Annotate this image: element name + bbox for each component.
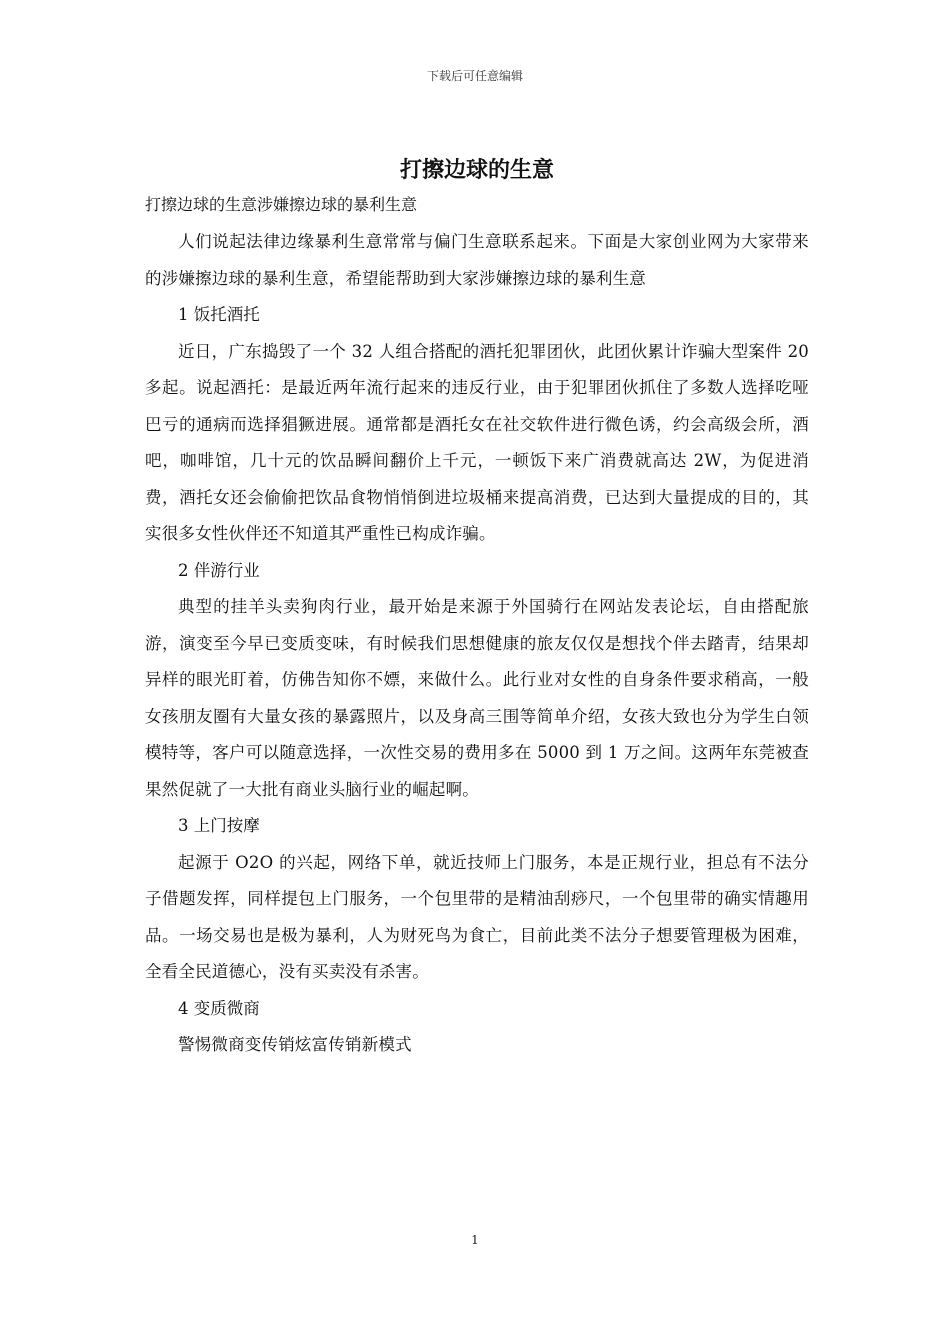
document-subtitle: 打擦边球的生意涉嫌擦边球的暴利生意 [145, 195, 418, 214]
intro-paragraph: 人们说起法律边缘暴利生意常常与偏门生意联系起来。下面是大家创业网为大家带来的涉嫌擦边球的暴利生意，希望能帮助到大家涉嫌擦边球的暴利生意 [145, 232, 809, 288]
section-body-4: 警惕微商变传销炫富传销新模式 [178, 1035, 412, 1054]
section-heading-3: 3 上门按摩 [178, 816, 260, 835]
section-body-3: 起源于 O2O 的兴起，网络下单，就近技师上门服务，本是正规行业，担总有不法分子借题发挥，同样提包上门服务，一个包里带的是精油刮痧尺，一个包里带的确实情趣用品。一场交易也是极为暴利，人为财死鸟为食亡，目前此类不法分子想要管理极为困难，全看全民道德心，没有买卖没有杀害。 [145, 852, 809, 981]
header-note: 下载后可任意编辑 [426, 69, 523, 83]
page-number: 1 [471, 1233, 479, 1247]
section-body-2: 典型的挂羊头卖狗肉行业，最开始是来源于外国骑行在网站发表论坛，自由搭配旅游，演变至今早已变质变味，有时候我们思想健康的旅友仅仅是想找个伴去踏青，结果却异样的眼光盯着，仿佛告知你不嫖，来做什么。此行业对女性的自身条件要求稍高，一般女孩朋友圈有大量女孩的暴露照片，以及身高三围等简单介绍，女孩大致也分为学生白领模特等，客户可以随意选择，一次性交易的费用多在 5000 到 1 万之间。这两年东莞被查果然促就了一大批有商业头脑行业的崛起啊。 [145, 597, 809, 799]
document-title: 打擦边球的生意 [399, 157, 554, 183]
section-heading-1: 1 饭托酒托 [178, 305, 260, 324]
document-body [145, 150, 809, 1064]
section-heading-4: 4 变质微商 [178, 998, 260, 1018]
section-heading-2: 2 伴游行业 [178, 560, 260, 580]
section-body-1: 近日，广东捣毁了一个 32 人组合搭配的酒托犯罪团伙，此团伙累计诈骗大型案件 20 多起。说起酒托：是最近两年流行起来的违反行业，由于犯罪团伙抓住了多数人选择吃哑巴亏的通病而选择猖獗进展。通常都是酒托女在社交软件进行微色诱，约会高级会所，酒吧，咖啡馆，几十元的饮品瞬间翻价上千元，一顿饭下来广消费就高达 2W，为促进消费，酒托女还会偷偷把饮品食物悄悄倒进垃圾桶来提高消费，已达到大量提成的目的，其实很多女性伙伴还不知道其严重性已构成诈骗。 [145, 341, 809, 543]
